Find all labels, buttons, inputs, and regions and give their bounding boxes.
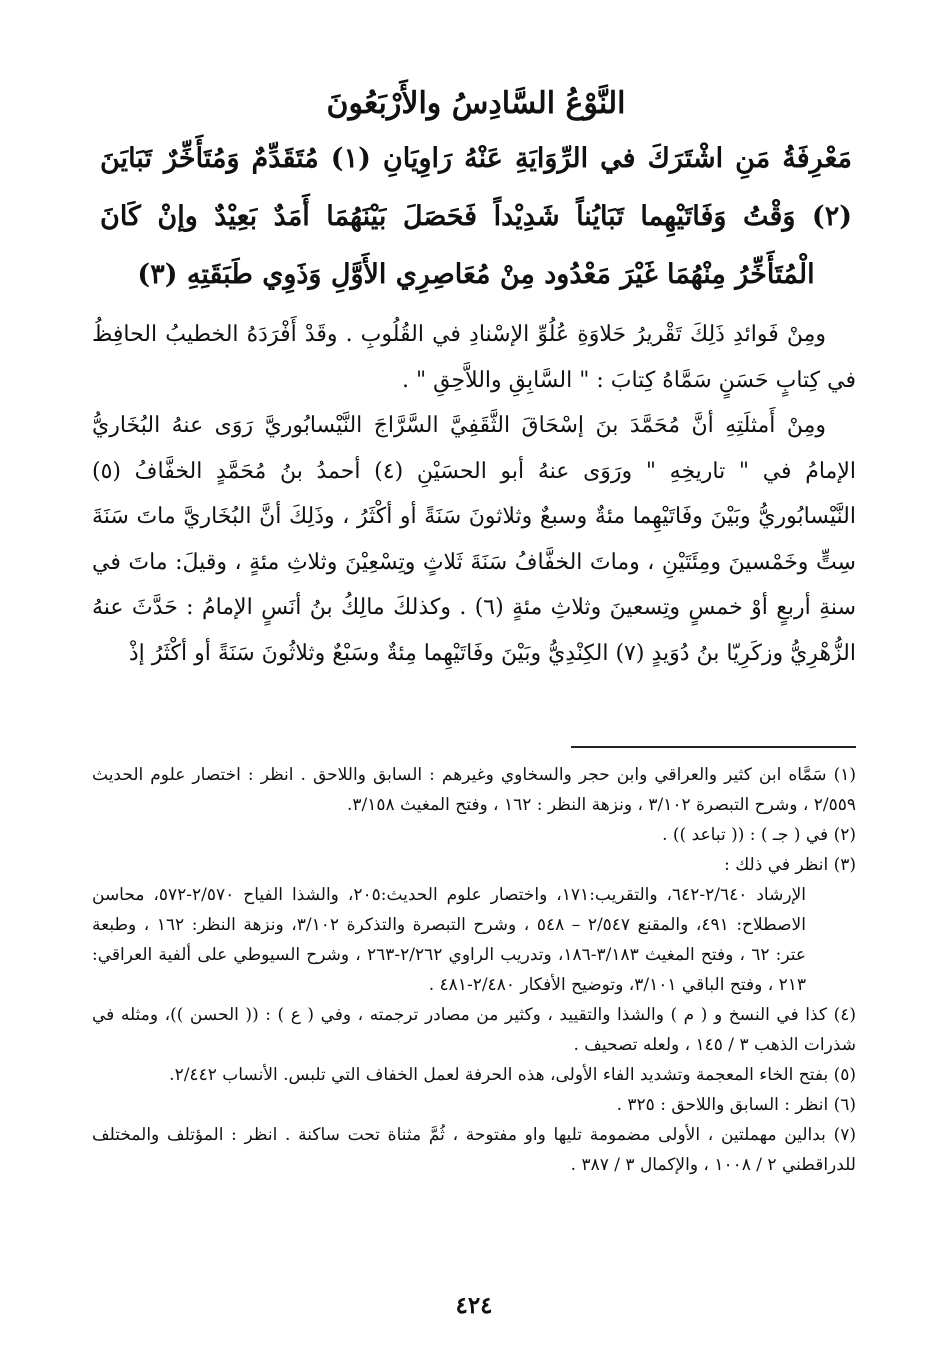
chapter-heading <box>100 78 852 304</box>
footnote-text: كذا في النسخ و ( م ) والشذا والتقييد ، وكثير من مصادر ترجمته ، وفي ( ع ) : (( الحسن ))، ومثله في شذرات الذهب ٣ / ١٤٥ ، ولعله تصحيف . <box>92 1005 856 1055</box>
footnote-separator <box>571 746 856 748</box>
footnote <box>92 760 856 820</box>
footnote <box>92 1120 856 1180</box>
chapter-subtitle: مَعْرِفَةُ مَنِ اشْتَرَكَ في الرِّوَايَةِ عَنْهُ رَاوِيَانِ (١) مُتَقَدِّمٌ وَمُتَأَخِّرٌ تَبَايَنَ (٢) وَقْتُ وَفَاتَيْهِما تَبَايُناً شَدِيْداً فَحَصَلَ بَيْنَهُمَا أَمَدٌ بَعِيْدٌ وإنْ كَانَ الْمُتَأَخِّرُ مِنْهُمَا غَيْرَ مَعْدُود مِنْ مُعَاصِرِي الأَوَّلِ وَذَوِي طَبَقَتِهِ (٣) <box>100 143 852 290</box>
footnote-marker: (٧) <box>833 1125 856 1145</box>
footnote-text: انظر في ذلك : <box>724 855 829 875</box>
footnote-text: سَمَّاه ابن كثير والعراقي وابن حجر والسخاوي وغيرهم : السابق واللاحق . انظر : اختصار علوم الحديث ٢/٥٥٩ ، وشرح التبصرة ٣/١٠٢ ، ونزهة النظر : ١٦٢ ، وفتح المغيث ٣/١٥٨. <box>92 765 856 815</box>
footnote <box>92 820 856 850</box>
footnote-text: بدالين مهملتين ، الأولى مضمومة تليها واو مفتوحة ، ثُمَّ مثناة تحت ساكنة . انظر : المؤتلف والمختلف للدراقطني ٢ / ١٠٠٨ ، والإكمال ٣ / ٣٨٧ . <box>92 1125 856 1175</box>
footnote <box>92 1000 856 1060</box>
footnote-marker: (١) <box>833 765 856 785</box>
footnote-continuation <box>92 880 856 1000</box>
footnote-marker: (٦) <box>833 1095 856 1115</box>
footnote-text: بفتح الخاء المعجمة وتشديد الفاء الأولى، هذه الحرفة لعمل الخفاف التي تلبس. الأنساب ٢/٤٤٢. <box>169 1065 829 1085</box>
footnote-text: في ( جـ ) : (( تباعد )) . <box>662 825 829 845</box>
footnote-marker: (٥) <box>833 1065 856 1085</box>
footnote <box>92 1090 856 1120</box>
footnote-text: الإرشاد ٢/٦٤٠-٦٤٢، والتقريب:١٧١، واختصار علوم الحديث:٢٠٥، والشذا الفياح ٢/٥٧٠-٥٧٢، محاسن الاصطلاح: ٤٩١، والمقنع ٢/٥٤٧ – ٥٤٨ ، وشرح التبصرة والتذكرة ٣/١٠٢، ونزهة النظر: ١٦٢ ، وطبعة عتر: ٦٢ ، وفتح المغيث ٣/١٨٣-١٨٦، وتدريب الراوي ٢/٢٦٢-٢٦٣ ، وشرح السيوطي على ألفية العراقي: ٢١٣ ، وفتح الباقي ٣/١٠١، وتوضيح الأفكار ٢/٤٨٠-٤٨١ . <box>92 885 807 995</box>
chapter-title: النَّوْعُ السَّادِسُ والأَرْبَعُونَ <box>326 86 626 121</box>
footnote-marker: (٤) <box>833 1005 857 1025</box>
footnote-marker: (٣) <box>833 855 856 875</box>
footnote <box>92 1060 856 1090</box>
paragraph: ومِنْ فَوائدِ ذَلِكَ تَقْريرُ حَلاوَةِ عُلُوِّ الإسْنادِ في القُلُوبِ . وقَدْ أَفْرَدَهُ الخطيبُ الحافِظُ في كِتابٍ حَسَنٍ سَمَّاهُ كِتابَ : " السَّابِقِ واللاَّحِقِ " . <box>92 322 856 393</box>
footnotes <box>92 760 856 1180</box>
footnote-marker: (٢) <box>833 825 856 845</box>
page-number: ٤٢٤ <box>455 1292 493 1319</box>
main-text <box>92 312 856 676</box>
footnote <box>92 850 856 880</box>
footnote-text: انظر : السابق واللاحق : ٣٢٥ . <box>616 1095 829 1115</box>
paragraph: ومِنْ أَمثلَتِهِ أنَّ مُحَمَّدَ بنَ إسْحَاقَ الثَّقَفِيَّ السَّرَّاجَ النَّيْسابُوريَّ رَوَى عنهُ البُخَاريُّ الإمامُ في " تاريخِهِ " ورَوَى عنهُ أبو الحسَيْنِ (٤) أحمدُ بنُ مُحَمَّدٍ الخفَّافُ (٥) النَّيْسابُوريُّ وبَيْنَ وفَاتَيْهِما مئةٌ وسبعٌ وثلاثونَ سَنَةً أو أكْثَرُ ، وذَلِكَ أنَّ البُخَاريَّ ماتَ سَنَةَ سِتٍّ وخَمْسينَ ومِئَتَيْنِ ، وماتَ الخفَّافُ سَنَةَ ثَلاثٍ وتِسْعِيْنَ وثلاثِ مئةٍ ، وقيلَ: ماتَ في سنةِ أربعٍ أوْ خمسٍ وتِسعينَ وثلاثِ مئةٍ (٦) . وكذلكَ مالِكُ بنُ أنَسٍ الإمامُ : حَدَّثَ عنهُ الزُّهْرِيُّ وزكَرِيّا بنُ دُوَيدٍ (٧) الكِنْدِيُّ وبَيْنَ وفَاتَيْهِما مِئةٌ وسَبْعٌ وثلاثُونَ سَنَةً أو أكْثَرُ إذْ <box>92 413 856 666</box>
